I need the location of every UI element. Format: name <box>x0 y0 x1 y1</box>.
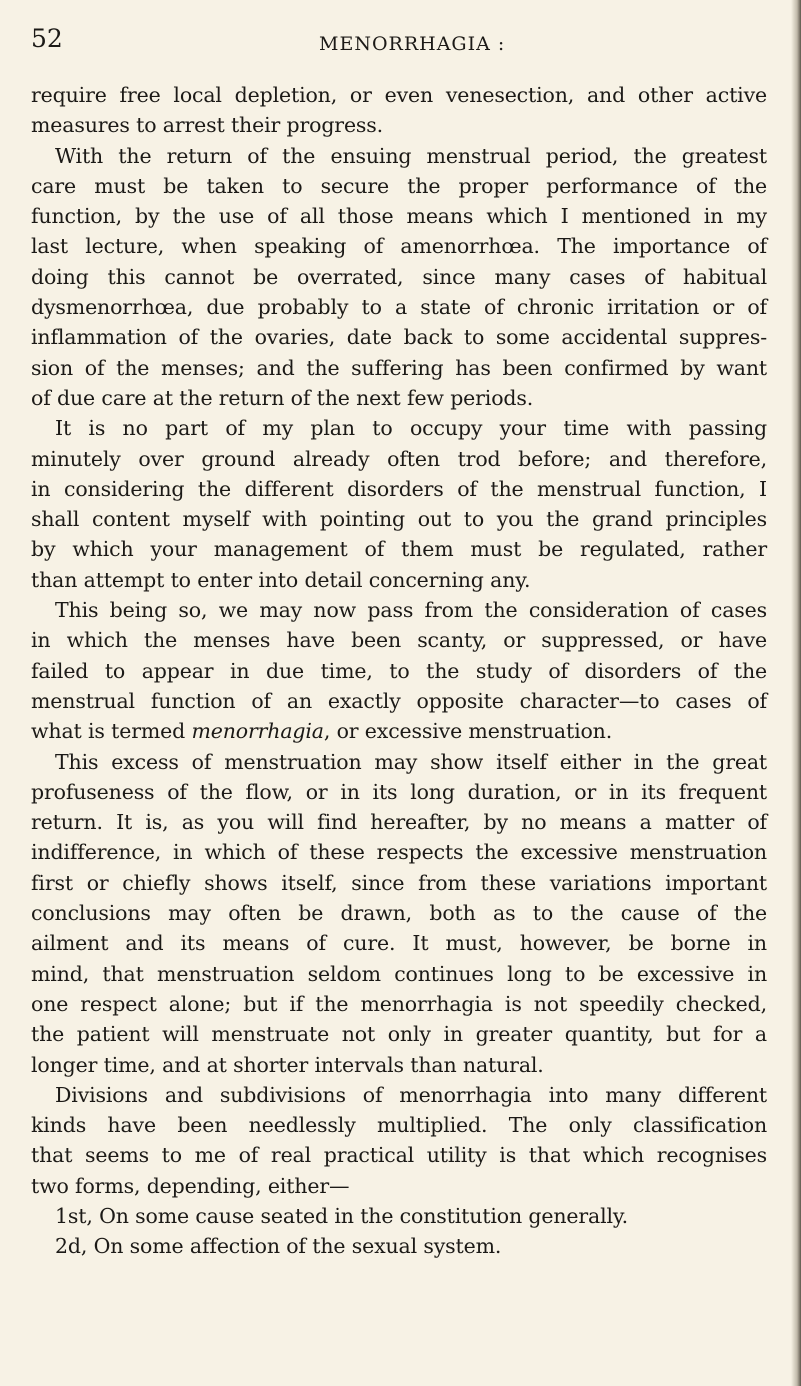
text-line: inflammation of the ovaries, date back to some accidental suppres- <box>31 325 767 350</box>
text-line: function, by the use of all those means which I mentioned in my <box>31 204 767 229</box>
text-line: indifference, in which of these respects the excessive menstruation <box>31 840 767 865</box>
text-line: care must be taken to secure the proper performance of the <box>31 173 767 198</box>
text-segment: , or excessive menstruation. <box>323 719 613 744</box>
text-line: It is no part of my plan to occupy your time with passing <box>55 416 767 441</box>
text-line: of due care at the return of the next few periods. <box>31 385 534 410</box>
text-line: failed to appear in due time, to the study of disorders of the <box>31 658 767 683</box>
text-line: minutely over ground already often trod before; and therefore, <box>31 446 767 471</box>
text-line: require free local depletion, or even venesection, and other active <box>31 83 767 107</box>
page-number: 52 <box>31 24 63 53</box>
text-line: measures to arrest their progress. <box>31 113 384 138</box>
text-line: than attempt to enter into detail concerning any. <box>31 567 531 592</box>
text-line: mind, that menstruation seldom continues long to be excessive in <box>31 961 767 986</box>
text-line: last lecture, when speaking of amenorrhœa. The importance of <box>31 234 767 259</box>
text-line: kinds have been needlessly multiplied. The only classification <box>31 1113 767 1138</box>
text-line: shall content myself with pointing out to you the grand principles <box>31 507 767 532</box>
text-line: doing this cannot be overrated, since many cases of habitual <box>31 264 767 289</box>
running-head: MENORRHAGIA : <box>319 33 506 55</box>
text-line: in which the menses have been scanty, or suppressed, or have <box>31 628 767 653</box>
text-line: by which your management of them must be regulated, rather <box>31 537 767 562</box>
text-line: longer time, and at shorter intervals than natural. <box>31 1052 544 1077</box>
text-line: This excess of menstruation may show itself either in the great <box>55 749 767 774</box>
text-segment: what is termed <box>31 719 192 744</box>
text-line: two forms, depending, either— <box>31 1173 350 1198</box>
text-line: the patient will menstruate not only in greater quantity, but for a <box>31 1022 767 1047</box>
text-line: This being so, we may now pass from the consideration of cases <box>55 598 767 623</box>
italic-term: menorrhagia <box>191 719 324 744</box>
text-line: conclusions may often be drawn, both as to the cause of the <box>31 901 767 926</box>
text-line: 1st, On some cause seated in the constitution generally. <box>55 1203 628 1228</box>
body-text <box>31 80 767 1262</box>
text-line: first or chiefly shows itself, since from these variations important <box>31 870 767 895</box>
text-line: menstrual function of an exactly opposite character—to cases of <box>31 688 767 713</box>
text-line: in considering the different disorders of the menstrual function, I <box>31 476 767 501</box>
text-line: dysmenorrhœa, due probably to a state of chronic irritation or of <box>31 295 767 320</box>
text-line: ailment and its means of cure. It must, however, be borne in <box>31 931 767 956</box>
text-line: sion of the menses; and the suffering has been confirmed by want <box>31 355 767 380</box>
text-line: one respect alone; but if the menorrhagia is not speedily checked, <box>31 991 767 1016</box>
text-line: With the return of the ensuing menstrual period, the greatest <box>55 143 767 168</box>
text-line: Divisions and subdivisions of menorrhagia into many different <box>55 1082 767 1107</box>
text-line: profuseness of the flow, or in its long duration, or in its frequent <box>31 779 767 804</box>
text-line <box>31 716 767 746</box>
text-line: that seems to me of real practical utility is that which recognises <box>31 1143 767 1168</box>
page-edge-shadow <box>791 0 801 1386</box>
text-line: return. It is, as you will find hereafter, by no means a matter of <box>31 810 767 835</box>
text-line: 2d, On some affection of the sexual system. <box>55 1234 502 1259</box>
